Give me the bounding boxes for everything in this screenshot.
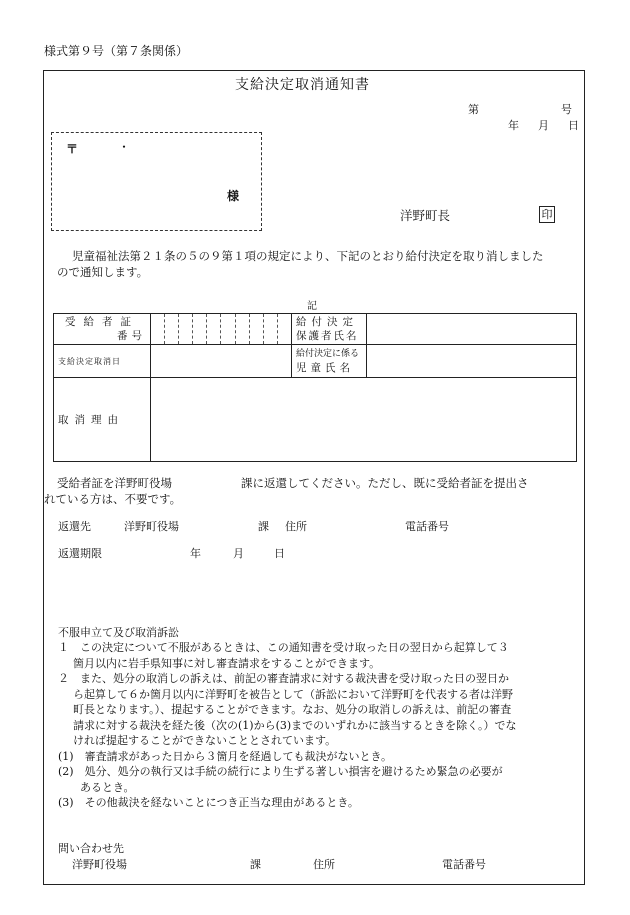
- recipient-no-cells: [151, 314, 292, 345]
- address-box: [51, 132, 262, 231]
- appeal-line: 箇月以内に岩手県知事に対し審査請求をすることができます。: [62, 656, 381, 670]
- appeal-line: (3) その他裁決を経ないことにつき正当な理由があるとき。: [58, 796, 359, 809]
- deadline-month: 月: [233, 547, 244, 560]
- doc-number-prefix: 第: [468, 103, 479, 116]
- cancel-date-label: 支給決定取消日: [54, 345, 151, 378]
- intro-line-2: ので通知します。: [57, 265, 149, 279]
- contact-tel: 電話番号: [442, 858, 486, 871]
- contact-addr: 住所: [313, 858, 335, 871]
- deadline-day: 日: [274, 547, 285, 560]
- postal-dot: ・: [118, 140, 131, 154]
- contact-office: 洋野町役場: [72, 858, 127, 871]
- reason-value: [151, 378, 577, 462]
- honorific: 様: [227, 189, 240, 203]
- date-line: 年 月 日: [508, 119, 583, 132]
- return-dest-addr: 住所: [285, 520, 307, 533]
- intro-line-1: 児童福祉法第２１条の５の９第１項の規定により、下記のとおり給付決定を取り消しました: [72, 249, 544, 263]
- document-title: 支給決定取消通知書: [235, 77, 370, 93]
- appeal-line: (1) 審査請求があった日から３箇月を経過しても裁決がないとき。: [58, 749, 393, 763]
- return-line-2: れている方は、不要です。: [44, 492, 182, 506]
- appeal-line: ２ また、処分の取消しの訴えは、前記の審査請求に対する裁決書を受け取った日の翌日か: [58, 672, 509, 685]
- child-label: 給付決定に係る 児童氏名: [292, 345, 367, 378]
- return-dest-ka: 課: [258, 520, 269, 533]
- guardian-value: [367, 314, 577, 345]
- appeal-line: 請求に対する裁決を経た後（次の(1)から(3)までのいずれかに該当するときを除く。）でな: [62, 718, 517, 732]
- form-id: 様式第９号（第７条関係）: [44, 44, 189, 58]
- appeal-list: [58, 640, 578, 811]
- contact-ka: 課: [250, 858, 261, 871]
- doc-number-suffix: 号: [561, 103, 572, 116]
- issuer: 洋野町長: [400, 208, 451, 223]
- appeal-line: ら起算して６か箇月以内に洋野町を被告として（訴訟において洋野町を代表する者は洋野: [62, 687, 513, 701]
- return-dest-office: 洋野町役場: [124, 520, 179, 533]
- appeal-heading: 不服申立て及び取消訴訟: [58, 626, 179, 639]
- cancel-date-value: [151, 345, 292, 378]
- appeal-line: 町長となります。）、提起することができます。なお、処分の取消しの訴えは、前記の審査: [62, 703, 512, 716]
- seal-mark: 印: [539, 206, 555, 223]
- guardian-label: 給付決定 保護者氏名: [292, 314, 367, 345]
- recipient-no-label: 受給者証 番号: [54, 314, 151, 345]
- return-dest-label: 返還先: [58, 520, 91, 533]
- return-dest-tel: 電話番号: [405, 520, 449, 533]
- postal-mark: 〒: [66, 142, 79, 156]
- appeal-line: １ この決定について不服があるときは、この通知書を受け取った日の翌日から起算して３: [58, 641, 509, 654]
- reason-label: 取消理由: [54, 378, 151, 462]
- deadline-year: 年: [190, 547, 201, 560]
- child-value: [367, 345, 577, 378]
- ki-label: 記: [307, 301, 317, 312]
- contact-heading: 問い合わせ先: [58, 842, 124, 855]
- appeal-line: あるとき。: [58, 780, 135, 794]
- appeal-line: ければ提起することができないこととされています。: [62, 734, 337, 747]
- return-line-1: 受給者証を洋野町役場 課に返還してください。ただし、既に受給者証を提出さ: [57, 476, 529, 490]
- return-deadline-label: 返還期限: [58, 547, 102, 560]
- appeal-line: (2) 処分、処分の執行又は手続の続行により生ずる著しい損害を避けるため緊急の必要が: [58, 765, 503, 778]
- info-table: [53, 313, 577, 462]
